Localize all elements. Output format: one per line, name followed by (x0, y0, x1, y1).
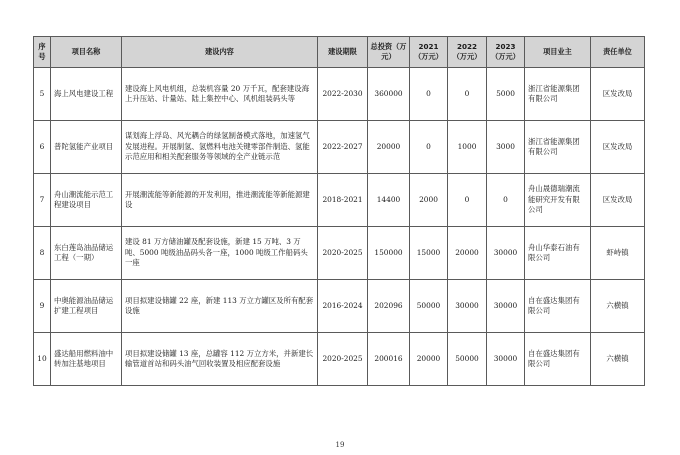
cell-total: 14400 (368, 174, 410, 227)
cell-no: 5 (34, 68, 51, 121)
cell-content: 谋划海上浮岛、风光耦合的绿氢制备模式落地，加速氢气发展进程。开展制氢、氢燃料电池关键零部件制造、氢能示范应用和相关配套服务等领域的全产业链示范 (122, 121, 318, 174)
cell-name: 盛达船用燃料油中转加注基地项目 (51, 333, 122, 386)
cell-2022: 1000 (448, 121, 487, 174)
cell-2021: 2000 (410, 174, 448, 227)
cell-total: 202096 (368, 280, 410, 333)
cell-2023: 30000 (487, 333, 525, 386)
table-row (34, 174, 645, 227)
cell-no: 7 (34, 174, 51, 227)
cell-period: 2022-2030 (318, 68, 368, 121)
cell-owner: 舟山晟德瑞潮流能研究开发有限公司 (525, 174, 591, 227)
cell-2022: 20000 (448, 227, 487, 280)
cell-2023: 30000 (487, 280, 525, 333)
header-2022: 2022（万元） (448, 37, 487, 68)
cell-2021: 20000 (410, 333, 448, 386)
cell-name: 海上风电建设工程 (51, 68, 122, 121)
cell-total: 150000 (368, 227, 410, 280)
cell-owner: 自在盛达集团有限公司 (525, 280, 591, 333)
cell-no: 9 (34, 280, 51, 333)
cell-content: 建设 81 万方储油罐及配套设施，新建 15 万吨、3 万吨、5000 吨级油品码头各一座，1000 吨级工作船码头一座 (122, 227, 318, 280)
header-2023: 2023（万元） (487, 37, 525, 68)
page-number: 19 (335, 441, 345, 449)
cell-2021: 0 (410, 68, 448, 121)
cell-2022: 30000 (448, 280, 487, 333)
table-row (34, 280, 645, 333)
cell-name: 中奥能源油品储运扩建工程项目 (51, 280, 122, 333)
cell-2023: 3000 (487, 121, 525, 174)
header-period: 建设期限 (318, 37, 368, 68)
header-name: 项目名称 (51, 37, 122, 68)
cell-content: 项目拟建设储罐 13 座，总罐容 112 万立方米，并新建长输管道首站和码头油气回收装置及相应配套设施 (122, 333, 318, 386)
cell-unit: 虾峙镇 (591, 227, 645, 280)
cell-2022: 50000 (448, 333, 487, 386)
cell-no: 8 (34, 227, 51, 280)
cell-name: 东白莲岛油品储运工程（一期） (51, 227, 122, 280)
cell-period: 2022-2027 (318, 121, 368, 174)
header-total: 总投资（万元） (368, 37, 410, 68)
cell-no: 6 (34, 121, 51, 174)
cell-2022: 0 (448, 68, 487, 121)
cell-unit: 六横镇 (591, 280, 645, 333)
cell-unit: 区发改局 (591, 121, 645, 174)
cell-content: 开展潮流能等新能源的开发利用，推进潮流能等新能源建设 (122, 174, 318, 227)
header-2021: 2021（万元） (410, 37, 448, 68)
cell-owner: 浙江省能源集团有限公司 (525, 68, 591, 121)
cell-2022: 0 (448, 174, 487, 227)
cell-2023: 0 (487, 174, 525, 227)
cell-no: 10 (34, 333, 51, 386)
table-row (34, 121, 645, 174)
cell-total: 20000 (368, 121, 410, 174)
header-unit: 责任单位 (591, 37, 645, 68)
cell-owner: 浙江省能源集团有限公司 (525, 121, 591, 174)
cell-2021: 50000 (410, 280, 448, 333)
table-row (34, 227, 645, 280)
cell-period: 2020-2025 (318, 333, 368, 386)
cell-period: 2016-2024 (318, 280, 368, 333)
table-header-row (34, 37, 645, 68)
project-table (33, 36, 645, 386)
cell-unit: 六横镇 (591, 333, 645, 386)
cell-unit: 区发改局 (591, 174, 645, 227)
cell-2021: 15000 (410, 227, 448, 280)
table-row (34, 333, 645, 386)
header-content: 建设内容 (122, 37, 318, 68)
cell-owner: 舟山华泰石油有限公司 (525, 227, 591, 280)
header-no: 序号 (34, 37, 51, 68)
cell-period: 2020-2025 (318, 227, 368, 280)
cell-unit: 区发改局 (591, 68, 645, 121)
cell-2021: 0 (410, 121, 448, 174)
cell-2023: 30000 (487, 227, 525, 280)
cell-content: 建设海上风电机组，总装机容量 20 万千瓦，配套建设海上升压站、计量站、陆上集控中心、风机组装码头等 (122, 68, 318, 121)
header-owner: 项目业主 (525, 37, 591, 68)
cell-total: 200016 (368, 333, 410, 386)
cell-content: 项目拟建设储罐 22 座，新建 113 万立方罐区及所有配套设施 (122, 280, 318, 333)
cell-period: 2018-2021 (318, 174, 368, 227)
cell-name: 舟山潮流能示范工程建设项目 (51, 174, 122, 227)
cell-owner: 自在盛达集团有限公司 (525, 333, 591, 386)
cell-name: 普陀氢能产业项目 (51, 121, 122, 174)
cell-total: 360000 (368, 68, 410, 121)
cell-2023: 5000 (487, 68, 525, 121)
table-row (34, 68, 645, 121)
